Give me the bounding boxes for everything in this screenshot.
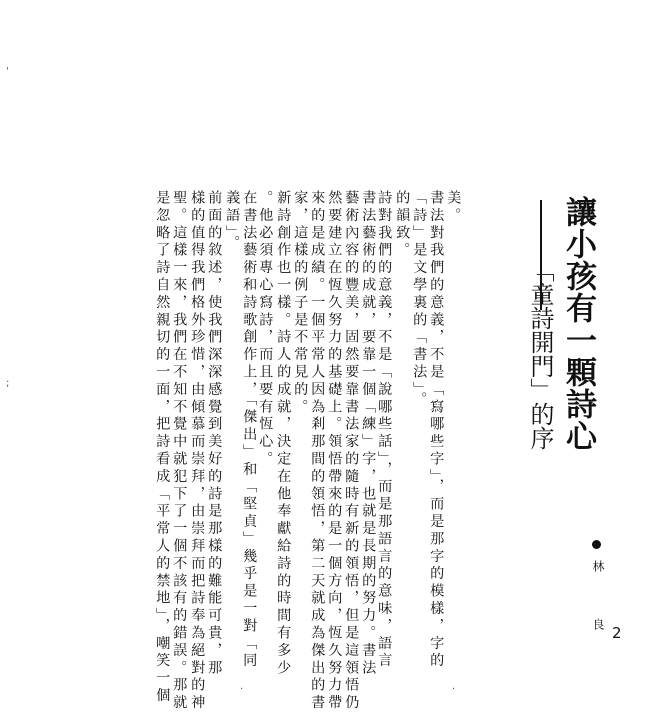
text-column: 詩對我們的意義，不是「說哪些話」，而是那語言的意味，語言	[376, 190, 393, 671]
text-column: 的韻致。	[394, 190, 411, 260]
text-column: 新詩創作也一樣。詩人的成就，決定在他奉獻給詩的時間有多少	[275, 190, 292, 678]
margin-mark-icon: ·	[240, 684, 244, 695]
text-column: 樣的值得我們格外珍惜，由傾慕而崇拜，由崇拜而把詩奉為絕對的神	[189, 190, 206, 712]
text-column: 在書法藝術和詩歌創作上，「傑出」和「堅貞」幾乎是一對「同	[241, 190, 258, 671]
page-number: 2	[612, 624, 622, 642]
margin-mark-icon: ·	[452, 684, 456, 695]
text-column: 來的是成績。一個平常人因為剎那間的領悟，第二天就成為傑出的書	[309, 190, 326, 712]
text-column: 家，這樣的例子是不常見的。	[292, 190, 309, 417]
text-column: 書法藝術的成就，要靠一個「練」字，也就是長期的努力。書法	[360, 190, 377, 678]
text-column: 是忽略了詩自然親切的一面，把詩看成「平常人的禁地」，嘲笑一個	[154, 190, 171, 705]
margin-mark-icon: '	[6, 66, 9, 77]
text-column: 義語」。	[224, 190, 241, 253]
text-column: 美。	[445, 190, 462, 225]
text-column: 聖。這樣一來，我們在不知不覺中就犯下了一個不該有的錯誤。那就	[171, 190, 188, 712]
author-bullet-icon	[592, 540, 601, 549]
text-column: 。他必須專心寫詩，而且要有恆心。	[257, 190, 274, 469]
article-subtitle: 「童詩開門」的序	[526, 258, 554, 450]
margin-mark-icon: ;	[6, 378, 10, 389]
text-column: 然要建立在恆久努力的基礎上。領悟帶來的是一個方向，恆久努力帶	[326, 190, 343, 712]
author-name: 林 良	[591, 560, 605, 646]
text-column: 藝術內容的豐美，固然要靠書法家的隨時有新的領悟，但是這領悟仍	[343, 190, 360, 712]
text-column: 前面的敘述，使我們深深感覺到美好的詩是那樣的難能可貴，那	[206, 190, 223, 678]
text-column: 「詩」是文學裏的「書法」。	[411, 190, 428, 410]
article-title: 讓小孩有一顆詩心	[560, 196, 596, 452]
text-column: 書法對我們的意義，不是「寫哪些字」，而是那字的模樣，字的	[428, 190, 445, 671]
